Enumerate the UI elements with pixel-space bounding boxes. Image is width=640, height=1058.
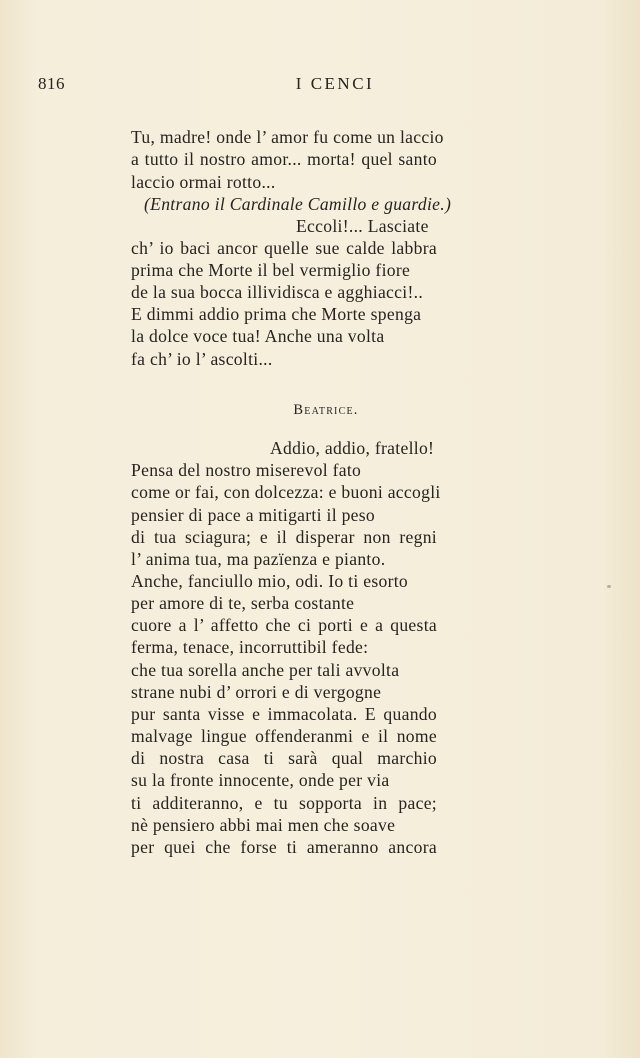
verse-line: ti additeranno, e tu sopporta in pace; <box>131 793 437 813</box>
running-head: I CENCI <box>295 74 375 93</box>
verse-line: di nostra casa ti sarà qual marchio <box>131 748 437 768</box>
verse-line: pur santa visse e immacolata. E quando <box>131 704 437 724</box>
verse-line: Addio, addio, fratello! <box>270 438 435 458</box>
verse-line: nè pensiero abbi mai men che soave <box>131 815 396 835</box>
verse-line: pensier di pace a mitigarti il peso <box>131 505 376 525</box>
verse-line: la dolce voce tua! Anche una volta <box>131 326 385 346</box>
verse-line: Anche, fanciullo mio, odi. Io ti esorto <box>131 571 409 591</box>
verse-line: ch’ io baci ancor quelle sue calde labbra <box>131 238 437 258</box>
verse-line: prima che Morte il bel vermiglio fiore <box>131 260 411 280</box>
verse-line: come or fai, con dolcezza: e buoni accogli <box>131 482 441 502</box>
stage-direction: (Entrano il Cardinale Camillo e guardie.) <box>144 194 452 214</box>
verse-line: Tu, madre! onde l’ amor fu come un laccio <box>131 127 444 147</box>
verse-line: su la fronte innocente, onde per via <box>131 770 390 790</box>
speaker-name: Beatrice. <box>293 402 359 418</box>
verse-line: de la sua bocca illividisca e agghiacci!.. <box>131 282 424 302</box>
paper-speck <box>607 585 611 588</box>
verse-line: E dimmi addio prima che Morte spenga <box>131 304 422 324</box>
verse-line: di tua sciagura; e il disperar non regni <box>131 527 437 547</box>
verse-line: a tutto il nostro amor... morta! quel santo <box>131 149 437 169</box>
verse-line: per amore di te, serba costante <box>131 593 355 613</box>
verse-line: laccio ormai rotto... <box>131 172 276 192</box>
verse-line: strane nubi d’ orrori e di vergogne <box>131 682 382 702</box>
verse-line: malvage lingue offenderanmi e il nome <box>131 726 437 746</box>
verse-line: ferma, tenace, incorruttibil fede: <box>131 637 369 657</box>
verse-line: che tua sorella anche per tali avvolta <box>131 660 400 680</box>
verse-line: fa ch’ io l’ ascolti... <box>131 349 273 369</box>
verse-line: Pensa del nostro miserevol fato <box>131 460 362 480</box>
verse-line: l’ anima tua, ma pazïenza e pianto. <box>131 549 386 569</box>
verse-line: per quei che forse ti ameranno ancora <box>131 837 437 857</box>
page-number: 816 <box>38 74 65 93</box>
verse-line: Eccoli!... Lasciate <box>296 216 429 236</box>
verse-line: cuore a l’ affetto che ci porti e a questa <box>131 615 437 635</box>
